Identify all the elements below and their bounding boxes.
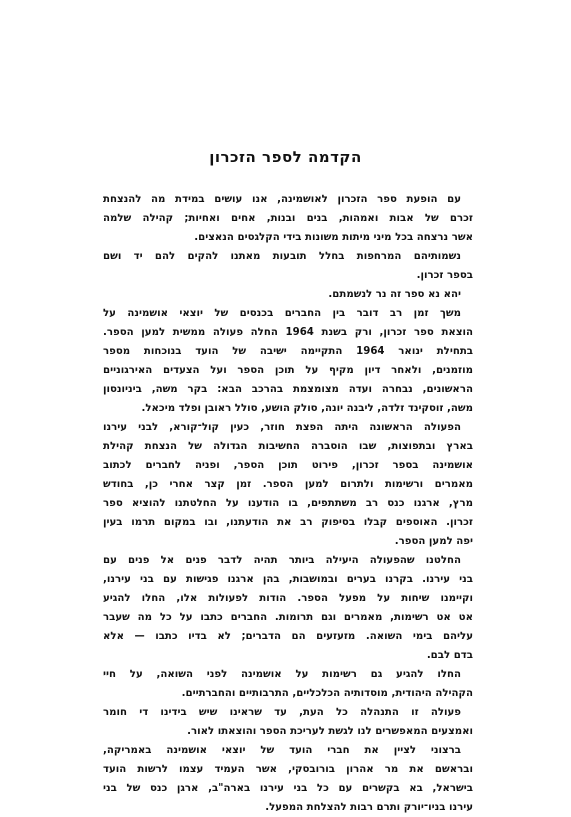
- text-line: עם הופעת ספר הזכרון לאושמינה, אנו עושים במידת מה להנצחת: [103, 194, 461, 205]
- body-text: [103, 190, 473, 817]
- text-line: בספר זכרון.: [416, 270, 473, 281]
- text-line: ובראשם את מר אהרון בורובסקי, אשר העמיד עצמו לרשות הועד: [103, 764, 473, 775]
- text-line: בתחילת ינואר 1964 התקיימה ישיבה של הועד בנוכחות מספר: [103, 346, 473, 357]
- text-line: מרץ, ארגנו כנס רב משתתפים, בו הודענו על החלטתנו להוציא ספר: [103, 498, 473, 509]
- text-line: נשמותיהם המרחפות בחלל תובעות מאתנו להקים להם יד ושם: [103, 251, 461, 262]
- text-line: בני עירנו. בקרנו בערים ובמושבות, בהן ארגנו פגישות עם בני עירנו,: [103, 574, 473, 585]
- text-line: פעולה זו התנהלה כל העת, עד שראינו שיש בידינו די חומר: [103, 707, 461, 718]
- text-line: משה, זוסקינד זלדה, ליבנה יונה, סולק הושע, סולל ראובן ופלד מיכאל.: [141, 403, 473, 414]
- text-line: עליהם בימי השואה. מזעזעים הם הדברים; לא בדיו כתבו — אלא: [103, 631, 473, 642]
- text-line: עירנו בניו־יורק ותרם רבות להצלחת המפעל.: [265, 802, 473, 813]
- page-title: הקדמה לספר הזכרון: [209, 148, 362, 166]
- text-line: בישראל, בא בקשרים עם כל בני עירנו בארה"ב, ארגן כנס של בני: [103, 783, 473, 794]
- text-line: אושמינה בספר זכרון, פירוט תוכן הספר, ופניה לחברים לכתוב: [103, 460, 473, 471]
- text-line: משך זמן רב דובר בין החברים בכנסים של יוצאי אושמינה על: [103, 308, 461, 319]
- text-line: הוצאת ספר זכרון, ורק בשנת 1964 החלה פעולה ממשית למען הספר.: [103, 327, 473, 338]
- text-line: מאמרים ורשימות ולתרום למען הספר. זמן קצר אחרי כן, בחודש: [103, 479, 473, 490]
- text-line: מוזמנים, ולאחר דיון מקיף על תוכן הספר ועל הצעדים האירגוניים: [103, 365, 473, 376]
- text-line: זכרון. האוספים קבלו בסיפוק רב את הודעתנו, ובו במקום תרמו בעין: [103, 517, 473, 528]
- text-line: הפעולה הראשונה היתה הפצת חוזר, כעין קול־קורא, לבני עירנו: [103, 422, 461, 433]
- text-line: החלו להגיע גם רשימות על אושמינה לפני השואה, על חיי: [103, 669, 461, 680]
- text-line: יהא נא ספר זה נר לנשמתם.: [328, 289, 461, 300]
- text-line: הראשונים, נבחרה ועדה מצומצמת בהרכב הבא: בקר משה, ביניונסון: [103, 384, 473, 395]
- text-line: ברצוני לציין את חברי הועד של יוצאי אושמינה באמריקה,: [103, 745, 461, 756]
- text-line: וקיימנו שיחות על מפעל הספר. הודות לפעולות אלו, החלו להגיע: [103, 593, 473, 604]
- text-line: ואמצעים המאפשרים לנו לגשת לעריכת הספר והוצאתו לאור.: [187, 726, 473, 737]
- text-line: בדם לבם.: [426, 650, 473, 661]
- text-line: זכרם של אבות ואמהות, בנים ובנות, אחים ואחיות; קהילה שלמה: [103, 213, 473, 224]
- text-line: אט אט רשימות, מאמרים וגם תרומות. החברים כתבו על כל מה שעבר: [103, 612, 473, 623]
- text-line: בארץ ובתפוצות, שבו הוסברה החשיבות הגדולה של הנצחת קהילת: [103, 441, 473, 452]
- text-line: החלטנו שהפעולה היעילה ביותר תהיה לדבר פנים אל פנים עם: [103, 555, 461, 566]
- text-line: יפה למען הספר.: [394, 536, 473, 547]
- text-line: אשר נרצחה בכל מיני מיתות משונות בידי הקלגסים הנאצים.: [194, 232, 473, 243]
- text-line: הקהילה היהודית, מוסדותיה הכלכליים, התרבותיים והחברתיים.: [181, 688, 473, 699]
